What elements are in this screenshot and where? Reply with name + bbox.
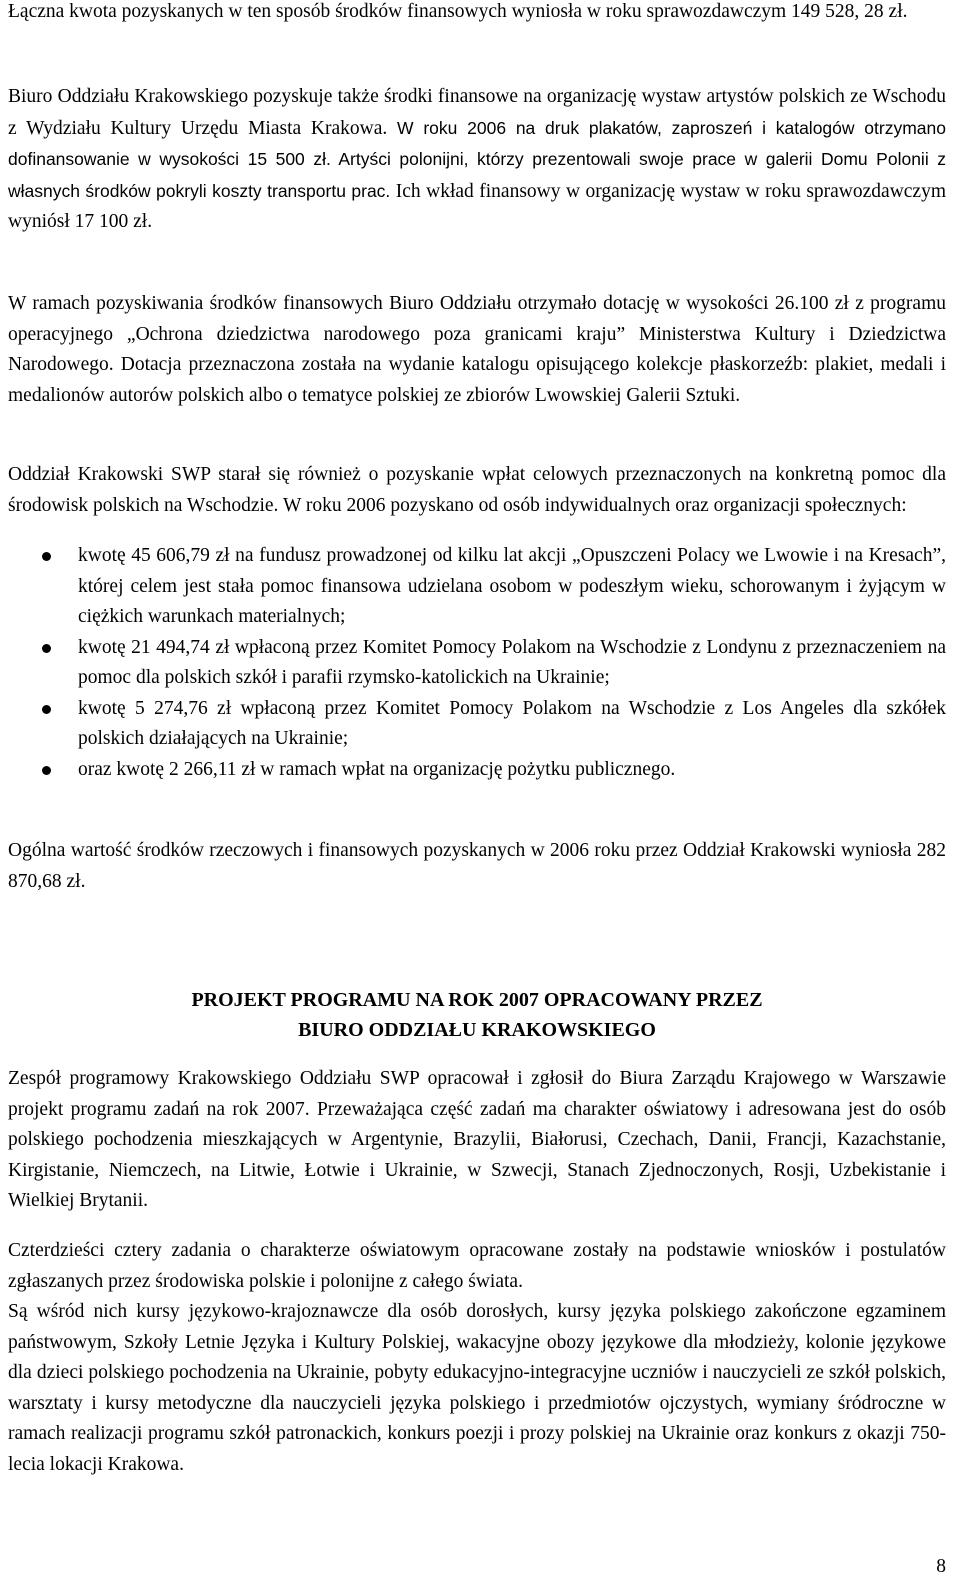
- section-heading-line1: PROJEKT PROGRAMU NA ROK 2007 OPRACOWANY PRZEZ: [191, 989, 763, 1011]
- paragraph-program-team: Zespół programowy Krakowskiego Oddziału SWP opracował i zgłosił do Biura Zarządu Krajowego w Warszawie projekt programu zadań na rok 2007. Przeważająca część zadań ma charakter oświatowy i adresowana jest do osób polskiego pochodzenia mieszkających w Argentynie, Brazylii, Białorusi, Czechach, Danii, Francji, Kazachstanie, Kirgistanie, Niemczech, na Litwie, Łotwie i Ukrainie, w Szwecji, Stanach Zjednoczonych, Rosji, Uzbekistanie i Wielkiej Brytanii.: [8, 1068, 946, 1211]
- paragraph-exhibitions-part1: Biuro Oddziału Krakowskiego pozyskuje także środki finansowe na organizację wystaw artystów polskich ze Wschodu z Wydziału Kultury Urzędu Miasta Krakowa.: [8, 86, 946, 139]
- section-heading-line2: BIURO ODDZIAŁU KRAKOWSKIEGO: [298, 1019, 656, 1041]
- list-item: [8, 633, 946, 694]
- paragraph-educational-tasks: Czterdzieści cztery zadania o charakterze oświatowym opracowane zostały na podstawie wniosków i postulatów zgłaszanych przez środowiska polskie i polonijne z całego świata.: [8, 1240, 946, 1292]
- donations-list: [8, 541, 946, 785]
- bullet-icon: [42, 552, 51, 561]
- list-item-text: kwotę 5 274,76 zł wpłaconą przez Komitet Pomocy Polakom na Wschodzie z Los Angeles dla szkółek polskich działających na Ukrainie;: [78, 697, 946, 749]
- paragraph-exhibitions-part2: W roku 2006 na druk plakatów, zaproszeń i katalogów otrzymano dofinansowanie w wysokości 15 500 zł. Artyści polonijni, którzy prezentowali swoje prace w galerii Domu Polonii z własnych środków pokryli koszty transportu prac.: [8, 117, 946, 201]
- page-number: 8: [936, 1556, 946, 1577]
- bullet-icon: [42, 705, 51, 714]
- list-item: [8, 694, 946, 755]
- paragraph-grant: W ramach pozyskiwania środków finansowych Biuro Oddziału otrzymało dotację w wysokości 26.100 zł z programu operacyjnego „Ochrona dziedzictwa narodowego poza granicami kraju” Ministerstwa Kultury i Dziedzictwa Narodowego. Dotacja przeznaczona została na wydanie katalogu opisującego kolekcje płaskorzeźb: plakiet, medali i medalionów autorów polskich albo o tematyce polskiej ze zbiorów Lwowskiej Galerii Sztuki.: [8, 293, 946, 406]
- list-item-text: oraz kwotę 2 266,11 zł w ramach wpłat na organizację pożytku publicznego.: [78, 758, 676, 780]
- bullet-icon: [42, 766, 51, 775]
- paragraph-targeted-donations: Oddział Krakowski SWP starał się również o pozyskanie wpłat celowych przeznaczonych na konkretną pomoc dla środowisk polskich na Wschodzie. W roku 2006 pozyskano od osób indywidualnych oraz organizacji społecznych:: [8, 464, 946, 516]
- list-item-text: kwotę 45 606,79 zł na fundusz prowadzonej od kilku lat akcji „Opuszczeni Polacy we Lwowie i na Kresach”, której celem jest stała pomoc finansowa udzielana osobom w podeszłym wieku, schorowanym i żyjącym w ciężkich warunkach materialnych;: [78, 545, 946, 627]
- bullet-icon: [42, 644, 51, 653]
- paragraph-total-value: Ogólna wartość środków rzeczowych i finansowych pozyskanych w 2006 roku przez Oddział Krakowski wyniosła 282 870,68 zł.: [8, 840, 946, 892]
- list-item: [8, 541, 946, 633]
- paragraph-course-list: Są wśród nich kursy językowo-krajoznawcze dla osób dorosłych, kursy języka polskiego zakończone egzaminem państwowym, Szkoły Letnie Języka i Kultury Polskiej, wakacyjne obozy językowe dla młodzieży, kolonie językowe dla dzieci polskiego pochodzenia na Ukrainie, pobyty edukacyjno-integracyjne uczniów i nauczycieli ze szkół polskich, warsztaty i kursy metodyczne dla nauczycieli języka polskiego i przedmiotów ojczystych, wymiany śródroczne w ramach realizacji programu szkół patronackich, konkurs poezji i prozy polskiej na Ukrainie oraz konkurs z okazji 750-lecia lokacji Krakowa.: [8, 1301, 946, 1475]
- section-heading: [8, 985, 946, 1045]
- paragraph-total-funds: Łączna kwota pozyskanych w ten sposób środków finansowych wyniosła w roku sprawozdawczym 149 528, 28 zł.: [8, 1, 908, 22]
- paragraph-exhibitions-part3: Ich wkład finansowy w organizację wystaw w roku sprawozdawczym wyniósł 17 100 zł.: [8, 180, 947, 232]
- paragraph-exhibitions: [8, 82, 946, 238]
- list-item: [8, 755, 946, 786]
- list-item-text: kwotę 21 494,74 zł wpłaconą przez Komitet Pomocy Polakom na Wschodzie z Londynu z przeznaczeniem na pomoc dla polskich szkół i parafii rzymsko-katolickich na Ukrainie;: [78, 636, 946, 688]
